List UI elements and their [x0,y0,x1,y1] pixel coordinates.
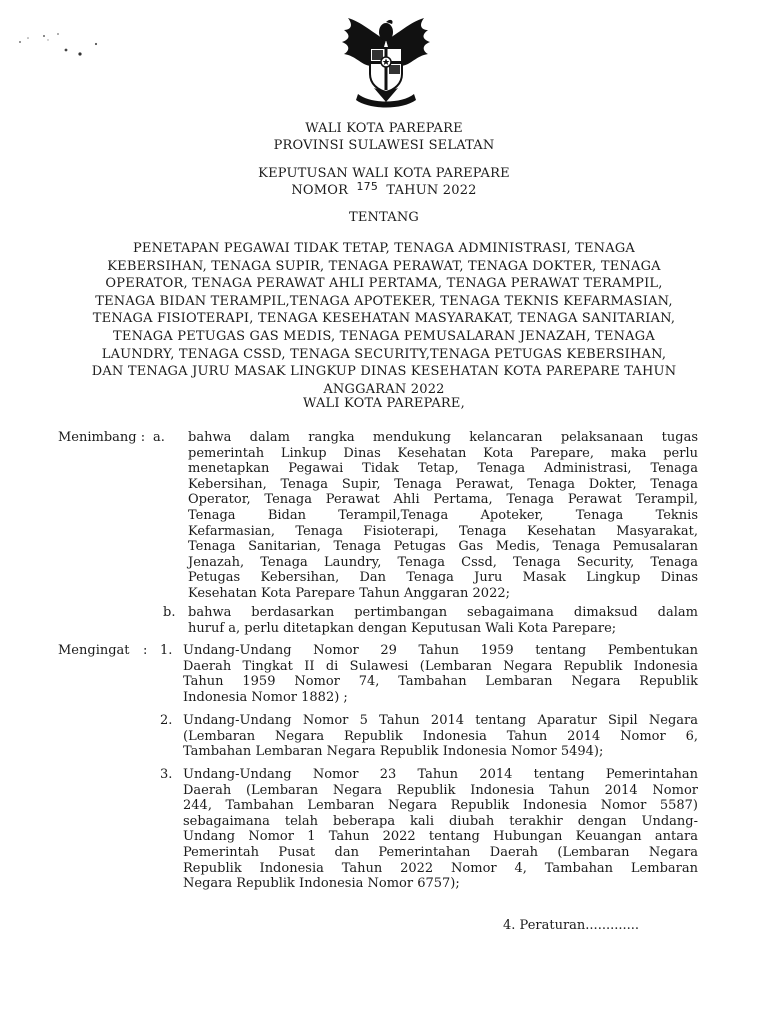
text-line: Undang-Undang Nomor 23 Tahun 2014 tentang Pemerintahan [183,767,698,782]
decree-block [0,165,768,199]
mengingat-marker-1: 1. [160,643,173,658]
text-line: bahwa berdasarkan pertimbangan sebagaimana dimaksud dalam [188,605,698,620]
text-line: Tenaga Sanitarian, Tenaga Petugas Gas Medis, Tenaga Pemusalaran [188,539,698,555]
authority-heading: WALI KOTA PAREPARE, [303,396,465,411]
text-line: Pemerintah Pusat dan Pemerintahan Daerah (Lembaran Negara [183,844,698,860]
text-line: Operator, Tenaga Perawat Ahli Pertama, Tenaga Perawat Terampil, [188,492,698,508]
mengingat-item-1 [183,643,698,705]
mengingat-item-3 [183,767,698,892]
mengingat-label: Mengingat [58,643,130,658]
decree-subject [0,240,768,398]
subject-line: PENETAPAN PEGAWAI TIDAK TETAP, TENAGA ADMINISTRASI, TENAGA [132,241,636,256]
text-line: huruf a, perlu ditetapkan dengan Keputusan Wali Kota Parepare; [188,620,617,636]
subject-line: TENAGA PETUGAS GAS MEDIS, TENAGA PEMUSALARAN JENAZAH, TENAGA [113,328,655,344]
text-line: Jenazah, Tenaga Laundry, Tenaga Cssd, Tenaga Security, Tenaga [188,554,698,570]
text-line: Tahun 1959 Nomor 74, Tambahan Lembaran Negara Republik [183,674,698,690]
text-line: Petugas Kebersihan, Dan Tenaga Juru Masak Lingkup Dinas [188,570,698,586]
issuer-block [0,120,768,154]
text-line: Kesehatan Kota Parepare Tahun Anggaran 2022; [188,585,511,601]
text-line: menetapkan Pegawai Tidak Tetap, Tenaga Administrasi, Tenaga [188,461,698,477]
decree-number-line [0,182,768,199]
text-line: Kebersihan, Tenaga Supir, Tenaga Perawat, Tenaga Dokter, Tenaga [188,476,698,492]
text-line: Republik Indonesia Tahun 2022 Nomor 4, Tambahan Lembaran [183,860,698,876]
text-line: Daerah (Lembaran Negara Republik Indonesia Tahun 2014 Nomor [183,782,698,798]
subject-line: TENAGA BIDAN TERAMPIL,TENAGA APOTEKER, TENAGA TEKNIS KEFARMASIAN, [95,293,673,309]
subject-line: ANGGARAN 2022 [323,381,445,397]
mengingat-marker-2: 2. [160,713,173,728]
issuer-title: WALI KOTA PAREPARE [305,121,463,136]
menimbang-item-a [188,430,698,602]
subject-line: DAN TENAGA JURU MASAK LINGKUP DINAS KESEHATAN KOTA PAREPARE TAHUN [91,364,677,380]
menimbang-label: Menimbang : [58,430,146,445]
menimbang-item-b [188,605,698,636]
text-line: pemerintah Linkup Dinas Kesehatan Kota Parepare, maka perlu [188,445,698,461]
subject-line: LAUNDRY, TENAGA CSSD, TENAGA SECURITY,TENAGA PETUGAS KEBERSIHAN, [101,346,667,362]
text-line: Undang-Undang Nomor 5 Tahun 2014 tentang Aparatur Sipil Negara [183,713,698,728]
subject-line: TENAGA FISIOTERAPI, TENAGA KESEHATAN MASYARAKAT, TENAGA SANITARIAN, [92,311,676,327]
text-line: Daerah Tingkat II di Sulawesi (Lembaran Negara Republik Indonesia [183,658,698,674]
garuda-emblem-icon [334,12,438,112]
text-line: Undang-Undang Nomor 29 Tahun 1959 tentang Pembentukan [183,643,698,658]
text-line: sebagaimana telah beberapa kali diubah terakhir dengan Undang- [183,813,698,829]
decree-title: KEPUTUSAN WALI KOTA PAREPARE [258,166,510,181]
text-line: 244, Tambahan Lembaran Negara Republik Indonesia Nomor 5587) [183,798,698,814]
tahun-label: TAHUN 2022 [386,183,477,198]
menimbang-marker-a: a. [153,430,165,445]
text-line: Kefarmasian, Tenaga Fisioterapi, Tenaga Kesehatan Masyarakat, [188,523,698,539]
text-line: Tenaga Bidan Terampil,Tenaga Apoteker, Tenaga Teknis [188,507,698,523]
text-line: Tambahan Lembaran Negara Republik Indonesia Nomor 5494); [183,744,604,760]
menimbang-marker-b: b. [163,605,176,620]
scan-specks [14,28,104,68]
subject-line: KEBERSIHAN, TENAGA SUPIR, TENAGA PERAWAT, TENAGA DOKTER, TENAGA [107,258,661,274]
mengingat-item-2 [183,713,698,760]
subject-line: OPERATOR, TENAGA PERAWAT AHLI PERTAMA, TENAGA PERAWAT TERAMPIL, [105,276,663,292]
text-line: Negara Republik Indonesia Nomor 6757); [183,876,460,892]
mengingat-colon: : [143,643,148,658]
text-line: bahwa dalam rangka mendukung kelancaran pelaksanaan tugas [188,430,698,445]
text-line: (Lembaran Negara Republik Indonesia Tahun 2014 Nomor 6, [183,728,698,744]
issuer-province: PROVINSI SULAWESI SELATAN [273,138,495,153]
tentang-heading: TENTANG [348,210,420,225]
continuation-note: 4. Peraturan............. [503,918,640,933]
mengingat-marker-3: 3. [160,767,173,782]
text-line: Indonesia Nomor 1882) ; [183,689,348,705]
nomor-label: NOMOR [291,183,349,198]
text-line: Undang Nomor 1 Tahun 2022 tentang Hubungan Keuangan antara [183,829,698,845]
nomor-number: 175 [356,180,379,193]
